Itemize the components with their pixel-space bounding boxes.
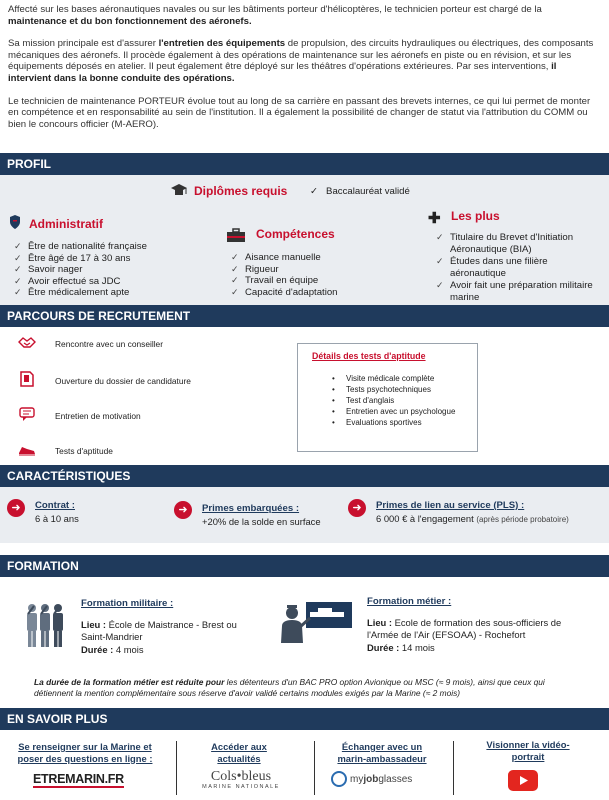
diplomes-value: ✓ Baccalauréat validé [310,186,410,197]
step-4: Tests d'aptitude [55,446,113,456]
section-formation: FORMATION [0,555,609,577]
list-item: • Test d'anglais [332,395,455,406]
list-item: ✓ Être médicalement apte [14,287,214,299]
step-2: Ouverture du dossier de candidature [55,376,191,386]
colsbleus-logo[interactable] [191,770,291,790]
intro-paragraph-3: Le technicien de maintenance PORTEUR évolue tout au long de sa carrière en passant des brevets internes, ce qui lui permet de monter en compétence et en responsabilité au sein de l'institution. Il a également la possibilité de changer de statut via l'attribution du COMM ou bien le concours officier (M-AERO). [8,95,591,130]
list-item: ✓ Être de nationalité française [14,241,214,253]
pls-value: 6 000 € à l'engagement (après période probatoire) [376,513,569,524]
list-item: • Visite médicale complète [332,373,455,384]
sport-shoe-icon [18,443,36,459]
colsbleus-logo-text: Cols•bleus [210,769,272,784]
graduation-cap-icon [170,183,188,197]
plus-title: Les plus [451,209,500,223]
plus-icon: ✚ [428,210,441,227]
arrow-right-icon [7,499,25,517]
folder-icon [18,370,36,386]
chat-icon [18,406,36,422]
youtube-play-icon[interactable] [508,770,538,791]
instructor-board-icon [280,600,354,644]
contrat-title: Contrat : [35,500,75,511]
primes-title: Primes embarquées : [202,503,300,514]
separator [176,741,177,795]
link-etremarin[interactable]: Se renseigner sur la Marine et poser des questions en ligne : [17,741,153,764]
tests-details-title: Détails des tests d'aptitude [312,351,426,361]
primes-value: +20% de la solde en surface [202,516,321,527]
formation-metier-details: Lieu : Ecole de formation des sous-officiers de l'Armée de l'Air (EFSOAA) - Rochefort Durée : 14 mois [367,617,562,653]
list-item: • Tests psychotechniques [332,384,455,395]
step-1: Rencontre avec un conseiller [55,339,164,349]
section-parcours: PARCOURS DE RECRUTEMENT [0,305,609,327]
plus-list [436,232,596,303]
formation-militaire-details: Lieu : École de Maistrance - Brest ou Saint-Mandrier Durée : 4 mois [81,619,237,655]
link-ambassadeur[interactable]: Échanger avec un marin-ambassadeur [337,741,427,764]
intro-paragraph-2: Sa mission principale est d'assurer l'entretien des équipements de propulsion, des circuits hydrauliques ou électriques, des composants mécaniques des aéronefs. Il procède également à des opérations de maintenance sur les aéronefs en piste ou en révision, et sur les équipements déposés en atelier. Il peut également être déployé sur les théâtres d'opérations extérieures. Par ses interventions, il intervient dans la bonne conduite des opérations. [8,38,594,84]
intro [8,4,602,141]
etremarin-logo[interactable]: ETREMARIN.FR [33,772,124,786]
list-item: ✓ Être âgé de 17 à 30 ans [14,253,214,265]
list-item: ✓ Avoir effectué sa JDC [14,276,214,288]
tests-details-list [332,373,455,428]
pls-title: Primes de lien au service (PLS) : [376,500,525,511]
pls-note: (après période probatoire) [476,515,569,524]
list-item: ✓ Études dans une filière aéronautique [436,256,596,279]
myjobglasses-icon [331,771,347,787]
myjobglasses-logo[interactable]: myjobglasses [331,771,412,789]
list-item: • Evaluations sportives [332,417,455,428]
separator [453,741,454,795]
administratif-list [14,241,214,299]
list-item: ✓ Aisance manuelle [231,252,411,264]
competences-list [231,252,411,298]
administratif-title: Administratif [29,217,104,231]
contrat-value: 6 à 10 ans [35,513,79,524]
section-caracteristiques: CARACTÉRISTIQUES [0,465,609,487]
competences-title: Compétences [256,227,335,241]
handshake-icon [18,335,36,351]
arrow-right-icon [174,501,192,519]
separator [314,741,315,795]
list-item: • Entretien avec un psychologue [332,406,455,417]
toolbox-icon [225,227,247,243]
list-item: ✓ Avoir fait une préparation militaire marine [436,280,596,303]
list-item: ✓ Capacité d'adaptation [231,287,411,299]
step-3: Entretien de motivation [55,411,141,421]
arrow-right-icon [348,499,366,517]
formation-metier-title: Formation métier : [367,596,452,607]
formation-note: La durée de la formation métier est réduite pour les détenteurs d'un BAC PRO option Avionique ou MSC (≈ 9 mois), ainsi que ceux qui détiennent la mention complémentaire sous réserve d'avoir validé certains modules exigés par la Marine (≈ 2 mois) [34,677,545,698]
link-actualites[interactable]: Accéder aux actualités [211,741,267,764]
intro-paragraph-1: Affecté sur les bases aéronautiques navales ou sur les bâtiments porteur d'hélicoptères, le technicien porteur est chargé de la maintenance et du bon fonctionnement des aéronefs. [8,4,542,27]
colsbleus-logo-sub: MARINE NATIONALE [202,784,280,790]
shield-icon [9,214,21,230]
tests-details-box [297,343,478,452]
section-savoir: EN SAVOIR PLUS [0,708,609,730]
formation-militaire-title: Formation militaire : [81,598,174,609]
section-profil: PROFIL [0,153,609,175]
check-icon: ✓ [310,186,319,197]
list-item: ✓ Rigueur [231,264,411,276]
list-item: ✓ Travail en équipe [231,275,411,287]
saluting-sailors-icon [22,600,68,650]
list-item: ✓ Titulaire du Brevet d'Initiation Aéronautique (BIA) [436,232,596,255]
link-video[interactable]: Visionner la vidéo-portrait [486,739,570,762]
diplomes-title: Diplômes requis [194,184,288,198]
list-item: ✓ Savoir nager [14,264,214,276]
